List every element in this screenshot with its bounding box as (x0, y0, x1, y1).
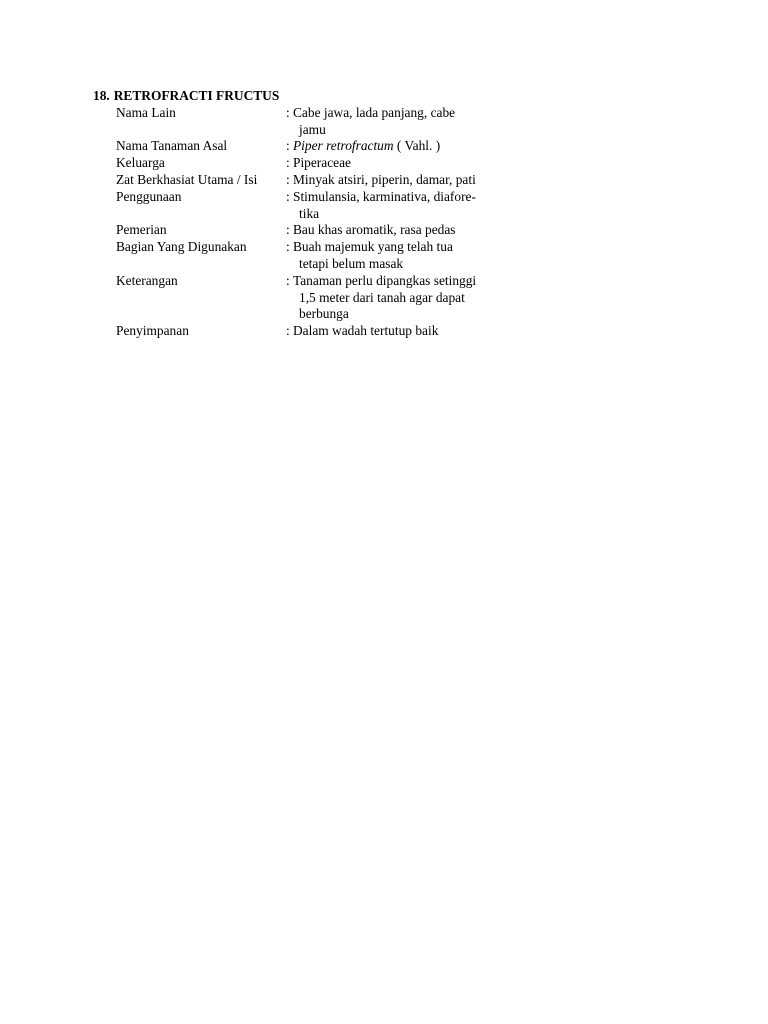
entry-value (286, 189, 516, 223)
entry-value (286, 172, 516, 189)
separator: : (286, 188, 290, 204)
entry-penyimpanan (116, 323, 523, 340)
value-line: 1,5 meter dari tanah agar dapat (299, 289, 465, 305)
entry-keterangan (116, 273, 523, 323)
entry-value (286, 323, 516, 340)
entry-label: Nama Lain (116, 104, 176, 120)
separator: : (286, 323, 290, 339)
separator: : (286, 155, 290, 171)
entry-label: Zat Berkhasiat Utama / Isi (116, 171, 258, 187)
entry-value (286, 105, 516, 139)
value-line: Bau khas aromatik, rasa pedas (293, 222, 456, 238)
value-line: Stimulansia, karminativa, diafore- (293, 188, 476, 204)
entry-value (286, 155, 516, 172)
separator: : (286, 138, 290, 154)
section-number: 18. (93, 88, 110, 103)
value-line: Dalam wadah tertutup baik (293, 323, 439, 339)
separator: : (286, 104, 290, 120)
entry-penggunaan (116, 189, 523, 223)
entry-value (286, 239, 516, 273)
value-line: berbunga (299, 306, 349, 322)
separator: : (286, 222, 290, 238)
separator: : (286, 272, 290, 288)
entry-label: Keterangan (116, 272, 178, 288)
entry-nama-lain (116, 105, 523, 139)
entry-label: Penyimpanan (116, 323, 189, 339)
entry-value (286, 222, 516, 239)
entry-keluarga (116, 155, 523, 172)
species-name: Piper retrofractum (293, 138, 394, 154)
separator: : (286, 239, 290, 255)
entry-label: Penggunaan (116, 188, 182, 204)
entry-label: Pemerian (116, 222, 167, 238)
value-line: tetapi belum masak (299, 255, 404, 271)
value-line: Minyak atsiri, piperin, damar, pati (293, 171, 476, 187)
value-line: Cabe jawa, lada panjang, cabe (293, 104, 456, 120)
section-heading (93, 88, 523, 105)
value-line: Tanaman perlu dipangkas setinggi (293, 272, 477, 288)
entry-nama-tanaman-asal (116, 138, 523, 155)
entry-pemerian (116, 222, 523, 239)
value-line (293, 138, 516, 155)
value-line: jamu (299, 121, 326, 137)
value-line: Piperaceae (293, 155, 351, 171)
entry-label: Bagian Yang Digunakan (116, 239, 247, 255)
entry-label: Keluarga (116, 155, 165, 171)
entry-zat-berkhasiat (116, 172, 523, 189)
separator: : (286, 171, 290, 187)
section-title: RETROFRACTI FRUCTUS (113, 88, 280, 103)
entry-value (286, 273, 516, 323)
value-line: Buah majemuk yang telah tua (293, 239, 453, 255)
species-author: ( Vahl. ) (393, 138, 441, 154)
entry-bagian-yang-digunakan (116, 239, 523, 273)
monograph-document (93, 88, 523, 340)
entry-label: Nama Tanaman Asal (116, 138, 228, 154)
entry-value (286, 138, 516, 155)
value-line: tika (299, 205, 320, 221)
